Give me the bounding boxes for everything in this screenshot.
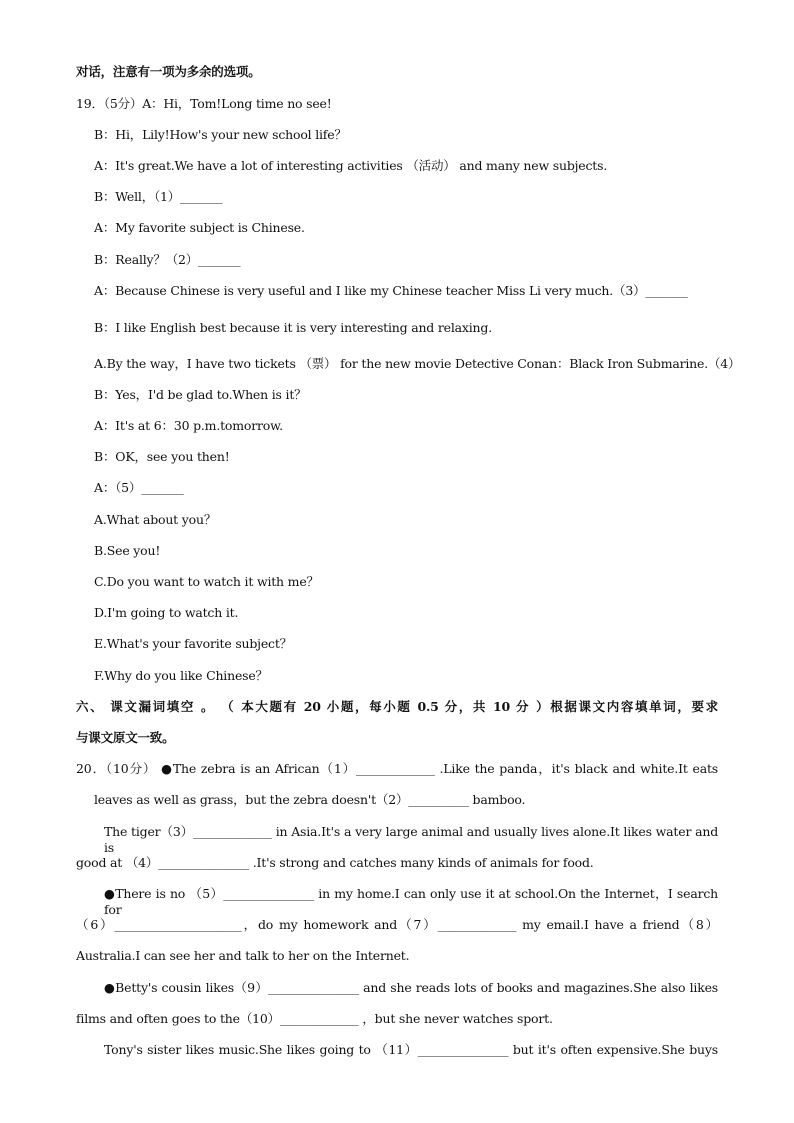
option-e: E.What's your favorite subject？ [94,636,292,651]
question-20-line: films and often goes to the（10）_____________ ，but she never watches sport. [76,1011,553,1026]
dialogue-line: B：I like English best because it is very interesting and relaxing. [94,320,492,335]
section-intro: 对话，注意有一项为多余的选项。 [76,64,261,79]
dialogue-line: A：（5）_______ [94,480,184,495]
option-b: B.See you! [94,543,161,558]
option-a: A.What about you？ [94,512,217,527]
option-d: D.I'm going to watch it. [94,605,239,620]
question-20-line: Tony's sister likes music.She likes going to （11）_______________ but it's often expensive.She buys [104,1042,718,1057]
question-20-line: （6）_____________________，do my homework and（7）_____________ my email.I have a friend（8） [76,917,718,932]
question-20-line: leaves as well as grass，but the zebra doesn't（2）__________ bamboo. [94,792,526,807]
section-6-heading: 六、 课文漏词填空 。 （ 本大题有 20 小题，每小题 0.5 分，共 10 分 ）根据课文内容填单词，要求 [76,699,718,714]
question-20-line: ●Betty's cousin likes（9）_______________ and she reads lots of books and magazines.She also likes [104,980,718,995]
dialogue-line: A：My favorite subject is Chinese. [94,220,305,235]
dialogue-line: B：Really？（2）_______ [94,252,241,267]
question-20-line: ●There is no （5）_______________ in my home.I can only use it at school.On the Internet，I search for [104,886,718,917]
dialogue-line: B：Hi，Lily!How's your new school life？ [94,127,347,142]
dialogue-line: A.By the way，I have two tickets （票） for the new movie Detective Conan：Black Iron Submarine.（4） [94,356,741,371]
dialogue-line: A：Because Chinese is very useful and I like my Chinese teacher Miss Li very much.（3）_______ [94,283,688,298]
question-20-line: The tiger（3）_____________ in Asia.It's a very large animal and usually lives alone.It likes water and is [104,824,718,855]
dialogue-line: B：Well，（1）_______ [94,189,223,204]
question-19-header: 19．（5分）A：Hi，Tom!Long time no see! [76,96,332,111]
question-20-line: good at （4）_______________ .It's strong and catches many kinds of animals for food. [76,855,594,870]
question-20-line: Australia.I can see her and talk to her on the Internet. [76,948,410,963]
dialogue-line: B：Yes，I'd be glad to.When is it？ [94,387,307,402]
question-20-line: 20．（10分） ●The zebra is an African（1）_____________ .Like the panda，it's black and white.It eats [76,761,718,776]
dialogue-line: A：It's great.We have a lot of interesting activities （活动） and many new subjects. [94,158,608,173]
section-6-heading-cont: 与课文原文一致。 [76,730,175,745]
dialogue-line: B：OK，see you then! [94,449,230,464]
dialogue-line: A：It's at 6：30 p.m.tomorrow. [94,418,283,433]
option-c: C.Do you want to watch it with me？ [94,574,319,589]
option-f: F.Why do you like Chinese？ [94,668,268,683]
